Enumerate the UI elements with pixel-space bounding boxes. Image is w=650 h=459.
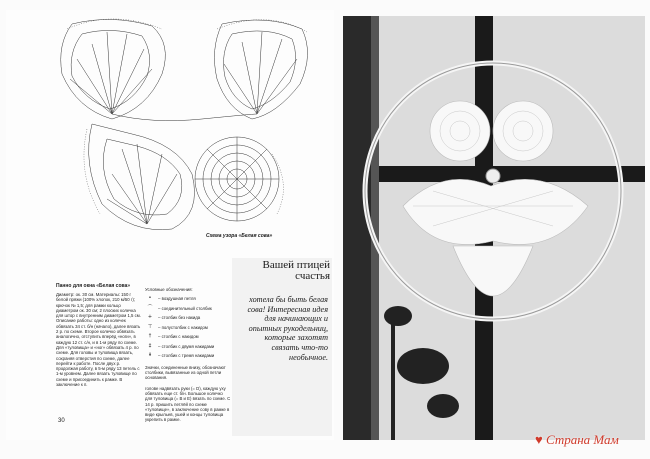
owl-photo <box>343 16 645 440</box>
tr-icon: ‡ <box>148 342 152 349</box>
legend-row <box>145 323 231 333</box>
dtr-icon: ⫵ <box>148 352 152 359</box>
promo-body: хотела бы быть белая сова! Интересная идея для начинающих и опытных рукодельниц, которые захотят связать что-то необычное. <box>247 295 328 362</box>
legend-label: – соединительный столбик <box>158 305 212 311</box>
legend-label: – столбик без накида <box>158 315 201 321</box>
photo-page <box>343 16 645 440</box>
legend-row <box>145 294 231 304</box>
promo-headline: Вашей птицей счастья <box>262 259 330 282</box>
curtain-left <box>343 16 371 440</box>
legend-column <box>145 287 231 423</box>
crochet-chart <box>52 14 322 244</box>
legend-row <box>145 304 231 314</box>
watermark-logo <box>535 432 619 448</box>
legend-note: Значки, соединенные внизу, обозначают столбики, вывязанные из одной петли основания. <box>145 364 226 381</box>
legend-label: – столбик с тремя накидами <box>158 353 215 359</box>
right-fan-pattern <box>214 20 307 119</box>
legend-row <box>145 342 231 352</box>
watermark-text: Страна Мам <box>545 432 619 447</box>
legend-label: – столбик с двумя накидами <box>158 343 215 349</box>
page-number: 30 <box>58 418 65 424</box>
dot-icon: • <box>148 295 152 302</box>
chart-caption: Схема узора «Белая сова» <box>206 233 273 239</box>
article-title: Панно для окна «Белая сова» <box>56 283 131 289</box>
arc-icon: ⌒ <box>147 304 153 311</box>
heart-icon: ♥ <box>535 432 546 447</box>
window-frame-horizontal <box>379 166 645 182</box>
legend-row <box>145 313 231 323</box>
half-dc-icon: ⊤ <box>147 323 153 330</box>
legend-label: – воздушная петля <box>158 296 196 302</box>
article-tail: голове надвязать руки (= D), каждую уху обвязать еще ст. б/н. Большое колечко для туловища (= В и Е) вязать по схеме. С 14 р. пришить петлёй по схеме «туловище», в заключение сову в рамке в виде крыльев, ушей и концы туловища укрепить в рамке. <box>145 385 231 423</box>
article-column-1 <box>56 283 142 387</box>
left-fan-pattern <box>61 19 166 119</box>
legend-label: – полустолбик с накидом <box>158 324 208 330</box>
legend-row <box>145 351 231 361</box>
legend-title: Условные обозначения: <box>145 287 193 292</box>
legend-row <box>145 332 231 342</box>
article-body: Диаметр: ок. 30 см. Материалы: 150 г белой пряжи (100% хлопок, 210 м/50 г); крючок № 1,5; для рамки кольцо диаметром ок. 30 см; 2 плоских колечка для штор с внутренним диаметром 1,5 см. Описание работы: одно из колечек обвязать 34 ст. б/н (начало), далее вязать 2 р. по схеме. Второе колечко обвязать аналогично, отступить вперёд «ноги», в каждую 12 ст. с/н, и в 1-м ряду по схеме. Для «туловища» и «ног» обвязать 4 р. по схеме. Для головы и туловища вязать, сохраняя отверстия по схеме, далее перейти к работе. После двух р. продолжая работу, в 5-м ряду 13 петель с 1-м уровнем. Далее вязать туловище по схеме и присоединить к рамке. В заключение к п. <box>56 292 141 388</box>
dc-icon: † <box>148 333 152 340</box>
head-rings-pattern <box>195 137 279 221</box>
plus-icon: + <box>147 314 153 321</box>
legend-label: – столбик с накидом <box>158 334 199 340</box>
